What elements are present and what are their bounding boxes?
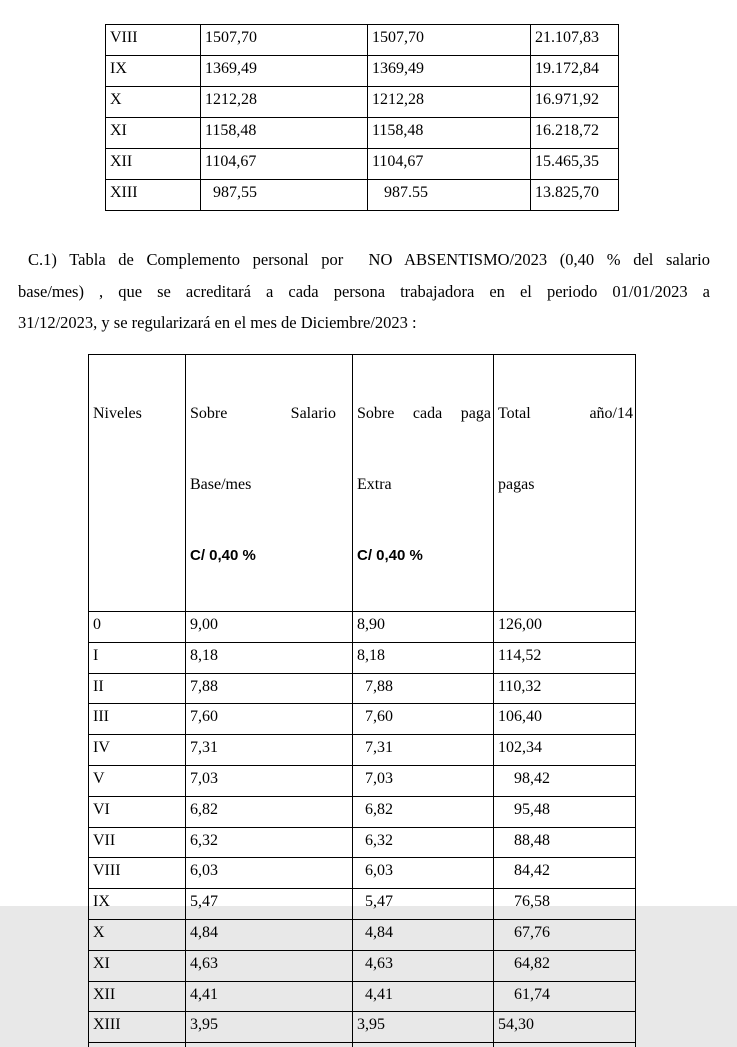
table-cell: XIII (89, 1012, 186, 1043)
table-cell: 88,48 (494, 827, 636, 858)
table-cell: IX (106, 56, 201, 87)
table-cell: 1104,67 (368, 149, 531, 180)
table-row (89, 704, 636, 735)
table-cell: II (89, 673, 186, 704)
table-cell: VIII (106, 25, 201, 56)
table-cell: 6,32 (353, 827, 494, 858)
table-cell: 64,82 (494, 950, 636, 981)
table-cell: 7,60 (353, 704, 494, 735)
table-cell: 7,88 (186, 673, 353, 704)
table-row (106, 25, 619, 56)
paragraph-line: C.1) Tabla de Complemento personal por NO ABSENTISMO/2023 (0,40 % del salario (28, 250, 710, 269)
table-cell: 4,84 (186, 919, 353, 950)
table-cell: 6,82 (186, 796, 353, 827)
table-cell: 1104,67 (201, 149, 368, 180)
table-row (89, 673, 636, 704)
table-cell: 7,03 (186, 765, 353, 796)
table-row (89, 796, 636, 827)
table-row (89, 889, 636, 920)
table-cell: 8,18 (186, 642, 353, 673)
no-absentismo-table-header (89, 355, 636, 612)
header-line: Sobre cada paga (357, 405, 491, 422)
table-cell: 1212,28 (201, 87, 368, 118)
table-cell: V (89, 765, 186, 796)
header-line: Extra (357, 476, 392, 493)
table-row (89, 981, 636, 1012)
table-cell: XII (89, 981, 186, 1012)
column-header-sobre-paga-extra (353, 355, 494, 612)
table-cell: 1369,49 (368, 56, 531, 87)
table-cell (353, 1043, 494, 1047)
salary-table-continuation (105, 24, 619, 211)
header-line: Base/mes (190, 476, 252, 493)
table-cell: 1212,28 (368, 87, 531, 118)
table-cell: 4,41 (353, 981, 494, 1012)
table-cell: 16.218,72 (531, 118, 619, 149)
table-row (89, 735, 636, 766)
table-cell: 13.825,70 (531, 180, 619, 211)
table-cell: 1507,70 (368, 25, 531, 56)
table-cell: XI (106, 118, 201, 149)
table-cell: 9,00 (186, 612, 353, 643)
table-cell: XIII (106, 180, 201, 211)
table-cell: 4,84 (353, 919, 494, 950)
table-cell: 6,03 (353, 858, 494, 889)
table-cell: 8,18 (353, 642, 494, 673)
table-row (106, 87, 619, 118)
column-header-sobre-salario-base (186, 355, 353, 612)
table-cell: 1158,48 (368, 118, 531, 149)
table-cell: 4,63 (186, 950, 353, 981)
table-cell: IX (89, 889, 186, 920)
paragraph-line: base/mes) , que se acreditará a cada persona trabajadora en el periodo 01/01/2023 a (18, 281, 710, 301)
table-cell: VI (89, 796, 186, 827)
table-cell (494, 1043, 636, 1047)
table-row (106, 180, 619, 211)
table-cell: 987.55 (368, 180, 531, 211)
table-cell: 76,58 (494, 889, 636, 920)
table-cell: 4,63 (353, 950, 494, 981)
section-c1-paragraph (18, 244, 710, 339)
table-row (106, 149, 619, 180)
table-row (89, 642, 636, 673)
table-cell: 21.107,83 (531, 25, 619, 56)
table-cell: 7,31 (353, 735, 494, 766)
table-cell: X (89, 919, 186, 950)
table-cell: 8,90 (353, 612, 494, 643)
table-cell: 61,74 (494, 981, 636, 1012)
table-cell: VII (89, 827, 186, 858)
no-absentismo-table (88, 354, 636, 1047)
table-cell: 0 (89, 612, 186, 643)
table-row (106, 56, 619, 87)
table-header-row (89, 355, 636, 612)
table-row (89, 858, 636, 889)
table-cell: 3,95 (186, 1012, 353, 1043)
table-cell: 98,42 (494, 765, 636, 796)
table-cell: IV (89, 735, 186, 766)
table-cell: 102,34 (494, 735, 636, 766)
header-line: Total año/14 (498, 405, 633, 422)
paragraph-line: 31/12/2023, y se regularizará en el mes de Diciembre/2023 : (18, 313, 417, 332)
table-cell: 5,47 (186, 889, 353, 920)
table-row (89, 950, 636, 981)
table-cell: 106,40 (494, 704, 636, 735)
table-cell: 6,03 (186, 858, 353, 889)
table-row (89, 765, 636, 796)
header-line: Niveles (93, 405, 142, 422)
table-cell: 16.971,92 (531, 87, 619, 118)
table-cell: III (89, 704, 186, 735)
cutoff-table-row (89, 1043, 636, 1047)
table-cell: 1158,48 (201, 118, 368, 149)
table-cell: 4,41 (186, 981, 353, 1012)
table-row (106, 118, 619, 149)
header-line: C/ 0,40 % (190, 547, 256, 564)
header-line: C/ 0,40 % (357, 547, 423, 564)
table-cell: 19.172,84 (531, 56, 619, 87)
no-absentismo-table-body (89, 612, 636, 1047)
table-cell (89, 1043, 186, 1047)
table-cell: 3,95 (353, 1012, 494, 1043)
table-cell: 126,00 (494, 612, 636, 643)
table-cell: 6,82 (353, 796, 494, 827)
table-cell: 7,60 (186, 704, 353, 735)
table-cell: 1507,70 (201, 25, 368, 56)
table-cell: 110,32 (494, 673, 636, 704)
table-cell: XI (89, 950, 186, 981)
table-cell: 67,76 (494, 919, 636, 950)
table-cell: 95,48 (494, 796, 636, 827)
column-header-total-ano (494, 355, 636, 612)
table-row (89, 1012, 636, 1043)
table-row (89, 827, 636, 858)
table-cell: 7,31 (186, 735, 353, 766)
table-row (89, 919, 636, 950)
table-cell: 987,55 (201, 180, 368, 211)
table-cell: 15.465,35 (531, 149, 619, 180)
table-cell: X (106, 87, 201, 118)
table-row (89, 612, 636, 643)
table-cell: 5,47 (353, 889, 494, 920)
salary-table-body (106, 25, 619, 211)
table-cell: 7,88 (353, 673, 494, 704)
header-line: pagas (498, 476, 535, 493)
table-cell: I (89, 642, 186, 673)
table-cell: 84,42 (494, 858, 636, 889)
table-cell: 54,30 (494, 1012, 636, 1043)
table-cell: VIII (89, 858, 186, 889)
table-cell: 6,32 (186, 827, 353, 858)
table-cell: 114,52 (494, 642, 636, 673)
table-cell: 7,03 (353, 765, 494, 796)
header-line: Sobre Salario (190, 405, 336, 422)
table-cell (186, 1043, 353, 1047)
table-cell: 1369,49 (201, 56, 368, 87)
column-header-niveles (89, 355, 186, 612)
table-cell: XII (106, 149, 201, 180)
